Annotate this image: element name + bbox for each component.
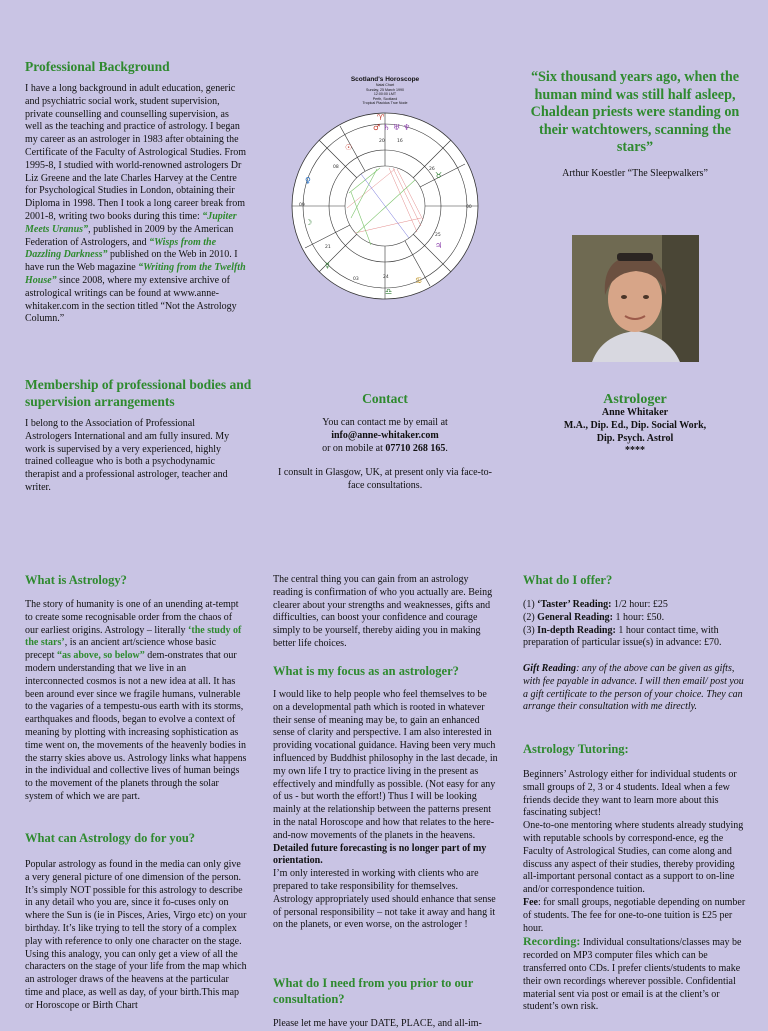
offer-in-depth — [523, 625, 748, 651]
svg-text:♎: ♎ — [385, 287, 393, 296]
book1-title: “Jupiter Meets Uranus” — [25, 210, 237, 235]
contact-location: I consult in Glasgow, UK, at present only via face-to-face consultations. — [277, 467, 492, 492]
gift-reading-label: Gift Reading — [523, 663, 577, 674]
astrologer-quals-1: M.A., Dip. Ed., Dip. Social Work, — [563, 419, 707, 431]
svg-text:♉: ♉ — [435, 171, 443, 180]
svg-text:20: 20 — [379, 139, 385, 144]
responsibility-paragraph: I’m only interested in working with clients who are prepared to take responsibility for themselves. Astrology appropriately used should enhance that sense of personal responsibility – not take it away and hang it on the planets, or even worse, on the astrologer ! — [273, 868, 496, 931]
contact-line-1: You can contact me by email at — [322, 417, 448, 428]
offer-general-num: (2) — [523, 611, 538, 623]
offer-taster — [523, 599, 748, 612]
svg-text:25: 25 — [435, 233, 441, 238]
membership-text: I belong to the Association of Professional Astrologers International and am fully insured. My work is supervised by a very experienced, highly trained colleague who is both a psychodynamic therapist and a professional astrologer, teacher and writer. — [25, 418, 230, 493]
what-is-astrology-heading: What is Astrology? — [25, 573, 127, 587]
horoscope-detail-line: Sunday, 25 March 1990 — [366, 87, 404, 92]
offer-in-depth-text: 1 hour contact time, with preparation of particular issue(s) in advance: £70. — [523, 624, 722, 649]
svg-text:24: 24 — [383, 275, 389, 280]
contact-block — [270, 417, 500, 493]
svg-text:☿: ☿ — [325, 261, 330, 270]
astrologer-name: Anne Whitaker — [601, 407, 669, 418]
beginners-paragraph: Beginners’ Astrology either for individual students or small groups of 2, 3 or 4 students. Ideal when a few friends decide they want to learn more about this fascinating subject! — [523, 769, 737, 819]
professional-background-p1: I have a long background in adult education, generic and psychiatric social work, student supervision, private counselling and counselling supervision, as well as the teaching and practice of astrology. I began my career as an astrologer in 1983 after obtaining the Certificate of the Faculty of Astrological Studies. From 1995-8, I studied with world-renowned astrologers Dr Liz Greene and the late Charles Harvey at the Centre for Psychological Studies in London, obtaining their Diploma in 1998. Then I took a long career break from 2001-8, writing two books during this time: — [25, 83, 247, 222]
svg-text:16: 16 — [397, 139, 403, 144]
what-can-astrology-do-text — [25, 859, 247, 1013]
horoscope-chart — [285, 76, 485, 304]
my-focus-heading: What is my focus as an astrologer? — [273, 664, 459, 678]
svg-text:26: 26 — [429, 167, 435, 172]
offer-general-label: General Reading: — [537, 611, 613, 623]
book2-title: “Wisps from the Dazzling Darkness” — [25, 236, 217, 261]
professional-background-heading: Professional Background — [25, 59, 170, 74]
svg-text:09: 09 — [299, 203, 305, 208]
recording-paragraph — [523, 935, 748, 1014]
central-thing-text: The central thing you can gain from an astrology reading is confirmation of who you actually are. Being clearer about your strengths and weaknesses, gifts and difficulties, can boost your confidence and courage simply to be yourself, thereby aiding you in making better life choices. — [273, 574, 493, 649]
fee-label: Fee — [523, 896, 538, 908]
astrologer-photo — [572, 235, 699, 362]
offer-general-text: 1 hour: £50. — [613, 611, 665, 623]
horoscope-detail-line: Natal Chart — [375, 83, 395, 87]
astrologer-quals-2: Dip. Psych. Astrol — [596, 432, 674, 444]
contact-phone[interactable]: 07710 268 165 — [385, 442, 446, 454]
svg-text:♆: ♆ — [403, 123, 411, 132]
quote-attribution: Arthur Koestler “The Sleepwalkers” — [562, 168, 708, 179]
recording-text: Individual consultations/classes may be recorded on MP3 computer files which can be transferred onto CDs. I prefer clients/students to make their own recordings wherever possible. Confidential material sent via post or email is at the client’s or student’s own risk. — [523, 937, 742, 1013]
my-focus-paragraph: I would like to help people who feel themselves to be on a developmental path which is rooted in whatever their sense of meaning may be, to gain an enhanced sense of clarity and perspective. I am also interested in providing vocational guidance. Having been very much influenced by Buddhist philosophy in the last decade, in my own life I try to practice living in the present as effectively and mindfully as possible. (Not easy for any of us - but worth the effort!) Thus I will be looking mainly at the relationship between the patterns present in the natal Horoscope and how that relates to the here-and-now movements of the planets in the heavens. — [273, 689, 498, 841]
horoscope-detail-line: Tropical Placidus True Node — [362, 101, 408, 106]
astrology-tutoring-heading: Astrology Tutoring: — [523, 742, 629, 756]
study-of-stars: ‘the study of the stars’ — [25, 624, 242, 649]
contact-email[interactable]: info@anne-whitaker.com — [331, 429, 439, 441]
gift-reading — [523, 663, 748, 714]
forecasting-note: Detailed future forecasting is no longer part of my orientation. — [273, 842, 487, 867]
horoscope-details — [285, 83, 485, 106]
contact-line-2 — [270, 443, 500, 456]
mentoring-paragraph: One-to-one mentoring where students already studying with reputable schools by correspond-ence, eg the Faculty of Astrological Studies, can come along and discuss any aspect of their studies, thereby providing all-important personal contact as a support to on-line and/or correspondence tuition. — [523, 820, 744, 896]
contact-heading: Contact — [362, 391, 408, 406]
what-is-astrology-c: dem-onstrates that our modern understanding that we live in an interconnected cosmos is not a new idea at all. It has been around ever since we fragile humans, vulnerable to the vagaries of a tempestu-ous earth with its storms, earthquakes and floods, began to evolve a context of meaning by plotting with increasing sophistication as time went on, the movements of the heavenly bodies in the starry skies above us. Astrology links what happens in the individual and collective lives of human beings to the movement of the planets through the solar system of which we are part. — [25, 650, 247, 802]
astrologer-details — [522, 407, 748, 458]
offer-taster-num: (1) — [523, 599, 538, 610]
prior-consultation-heading: What do I need from you prior to our consultation? — [273, 976, 474, 1006]
what-is-astrology-text — [25, 599, 247, 804]
analogy-paragraph: Using this analogy, you can only get a view of all the characters on the stage of your life from the map which an astrologer draws of the heavens at the particular time and place, as well as day, of your birth.This map or Horoscope or Birth Chart — [25, 948, 247, 1011]
what-do-i-offer-heading: What do I offer? — [523, 573, 613, 587]
svg-text:☉: ☉ — [345, 143, 353, 152]
svg-text:☽: ☽ — [305, 218, 313, 227]
horoscope-detail-line: Perth, Scotland — [372, 96, 398, 101]
horoscope-detail-line: 12:00:00 LMT — [373, 92, 397, 97]
svg-text:♄: ♄ — [383, 123, 391, 132]
contact-mobile-text: or on mobile at — [322, 442, 386, 454]
as-above-so-below: “as above, so below” — [56, 650, 145, 662]
svg-text:♋: ♋ — [415, 276, 423, 285]
horoscope-title: Scotland's Horoscope — [350, 76, 420, 83]
svg-text:♈: ♈ — [377, 113, 385, 122]
what-is-astrology-a: The story of humanity is one of an unending at-tempt to create some recognisable order from the chaos of our earliest origins. Astrology – literally — [25, 599, 239, 636]
offer-in-depth-num: (3) — [523, 624, 538, 636]
membership-heading: Membership of professional bodies and supervision arrangements — [25, 377, 252, 409]
what-is-astrology-b: , is an ancient art/science whose basic precept — [25, 637, 217, 662]
svg-text:♃: ♃ — [435, 241, 443, 250]
my-focus-text — [273, 689, 498, 932]
fee-paragraph — [523, 897, 748, 935]
koestler-quote: “Six thousand years ago, when the human mind was still half asleep, Chaldean priests were standing on their watchtowers, scanning the stars” — [530, 69, 740, 156]
fee-text: : for small groups, negotiable depending on number of students. The fee for one-to-one tuition is £25 per hour. — [523, 896, 746, 934]
astrologer-heading: Astrologer — [603, 392, 667, 407]
book1-rest: , published in 2009 by the American Federation of Astrologers, and — [25, 223, 234, 248]
offer-general — [523, 612, 748, 625]
magazine-title: “Writing from the Twelfth House” — [25, 262, 246, 286]
offer-taster-text: 1/2 hour: £25 — [611, 599, 668, 610]
svg-text:♀: ♀ — [305, 176, 311, 185]
book2-rest: published on the Web in 2010. I have run the Web magazine — [25, 249, 238, 274]
tutoring-text — [523, 769, 748, 1014]
professional-background-text — [25, 83, 247, 326]
prior-consultation-text: Please let me have your DATE, PLACE, and all-im- — [273, 1018, 482, 1029]
svg-text:00: 00 — [466, 205, 472, 210]
magazine-rest: since 2008, where my extensive archive of astrological writings can be found at www.anne-whitaker.com in the section titled “Not the Astrology Column.” — [25, 274, 237, 325]
astrologer-stars: **** — [625, 445, 645, 457]
contact-line-2-end: . — [445, 442, 448, 454]
recording-label: Recording: — [523, 934, 581, 949]
what-can-astrology-do-heading: What can Astrology do for you? — [25, 831, 196, 845]
popular-astrology-paragraph: Popular astrology as found in the media can only give a very general picture of one dimension of the person. It’s simply NOT possible for this astrology to describe in any detail who you are, since it fo-cuses only on where the Sun is (ie in Pisces, Aries, Virgo etc) on your birthday. It’s like trying to tell the story of a complex play with reference to only one character on the stage. — [25, 859, 247, 947]
svg-text:21: 21 — [325, 245, 331, 250]
svg-text:08: 08 — [333, 165, 339, 170]
svg-text:♂: ♂ — [373, 123, 381, 132]
svg-text:03: 03 — [353, 277, 359, 282]
offer-list — [523, 599, 748, 650]
horoscope-wheel — [285, 108, 485, 303]
offer-taster-label: ‘Taster’ Reading: — [537, 599, 612, 610]
gift-reading-text: : any of the above can be given as gifts, with fee payable in advance. I will then email/ post you a gift certificate to the person of your choice. They can arrange their consultation with me directly. — [523, 663, 744, 713]
svg-text:♅: ♅ — [393, 123, 401, 132]
offer-in-depth-label: In-depth Reading: — [537, 624, 616, 636]
